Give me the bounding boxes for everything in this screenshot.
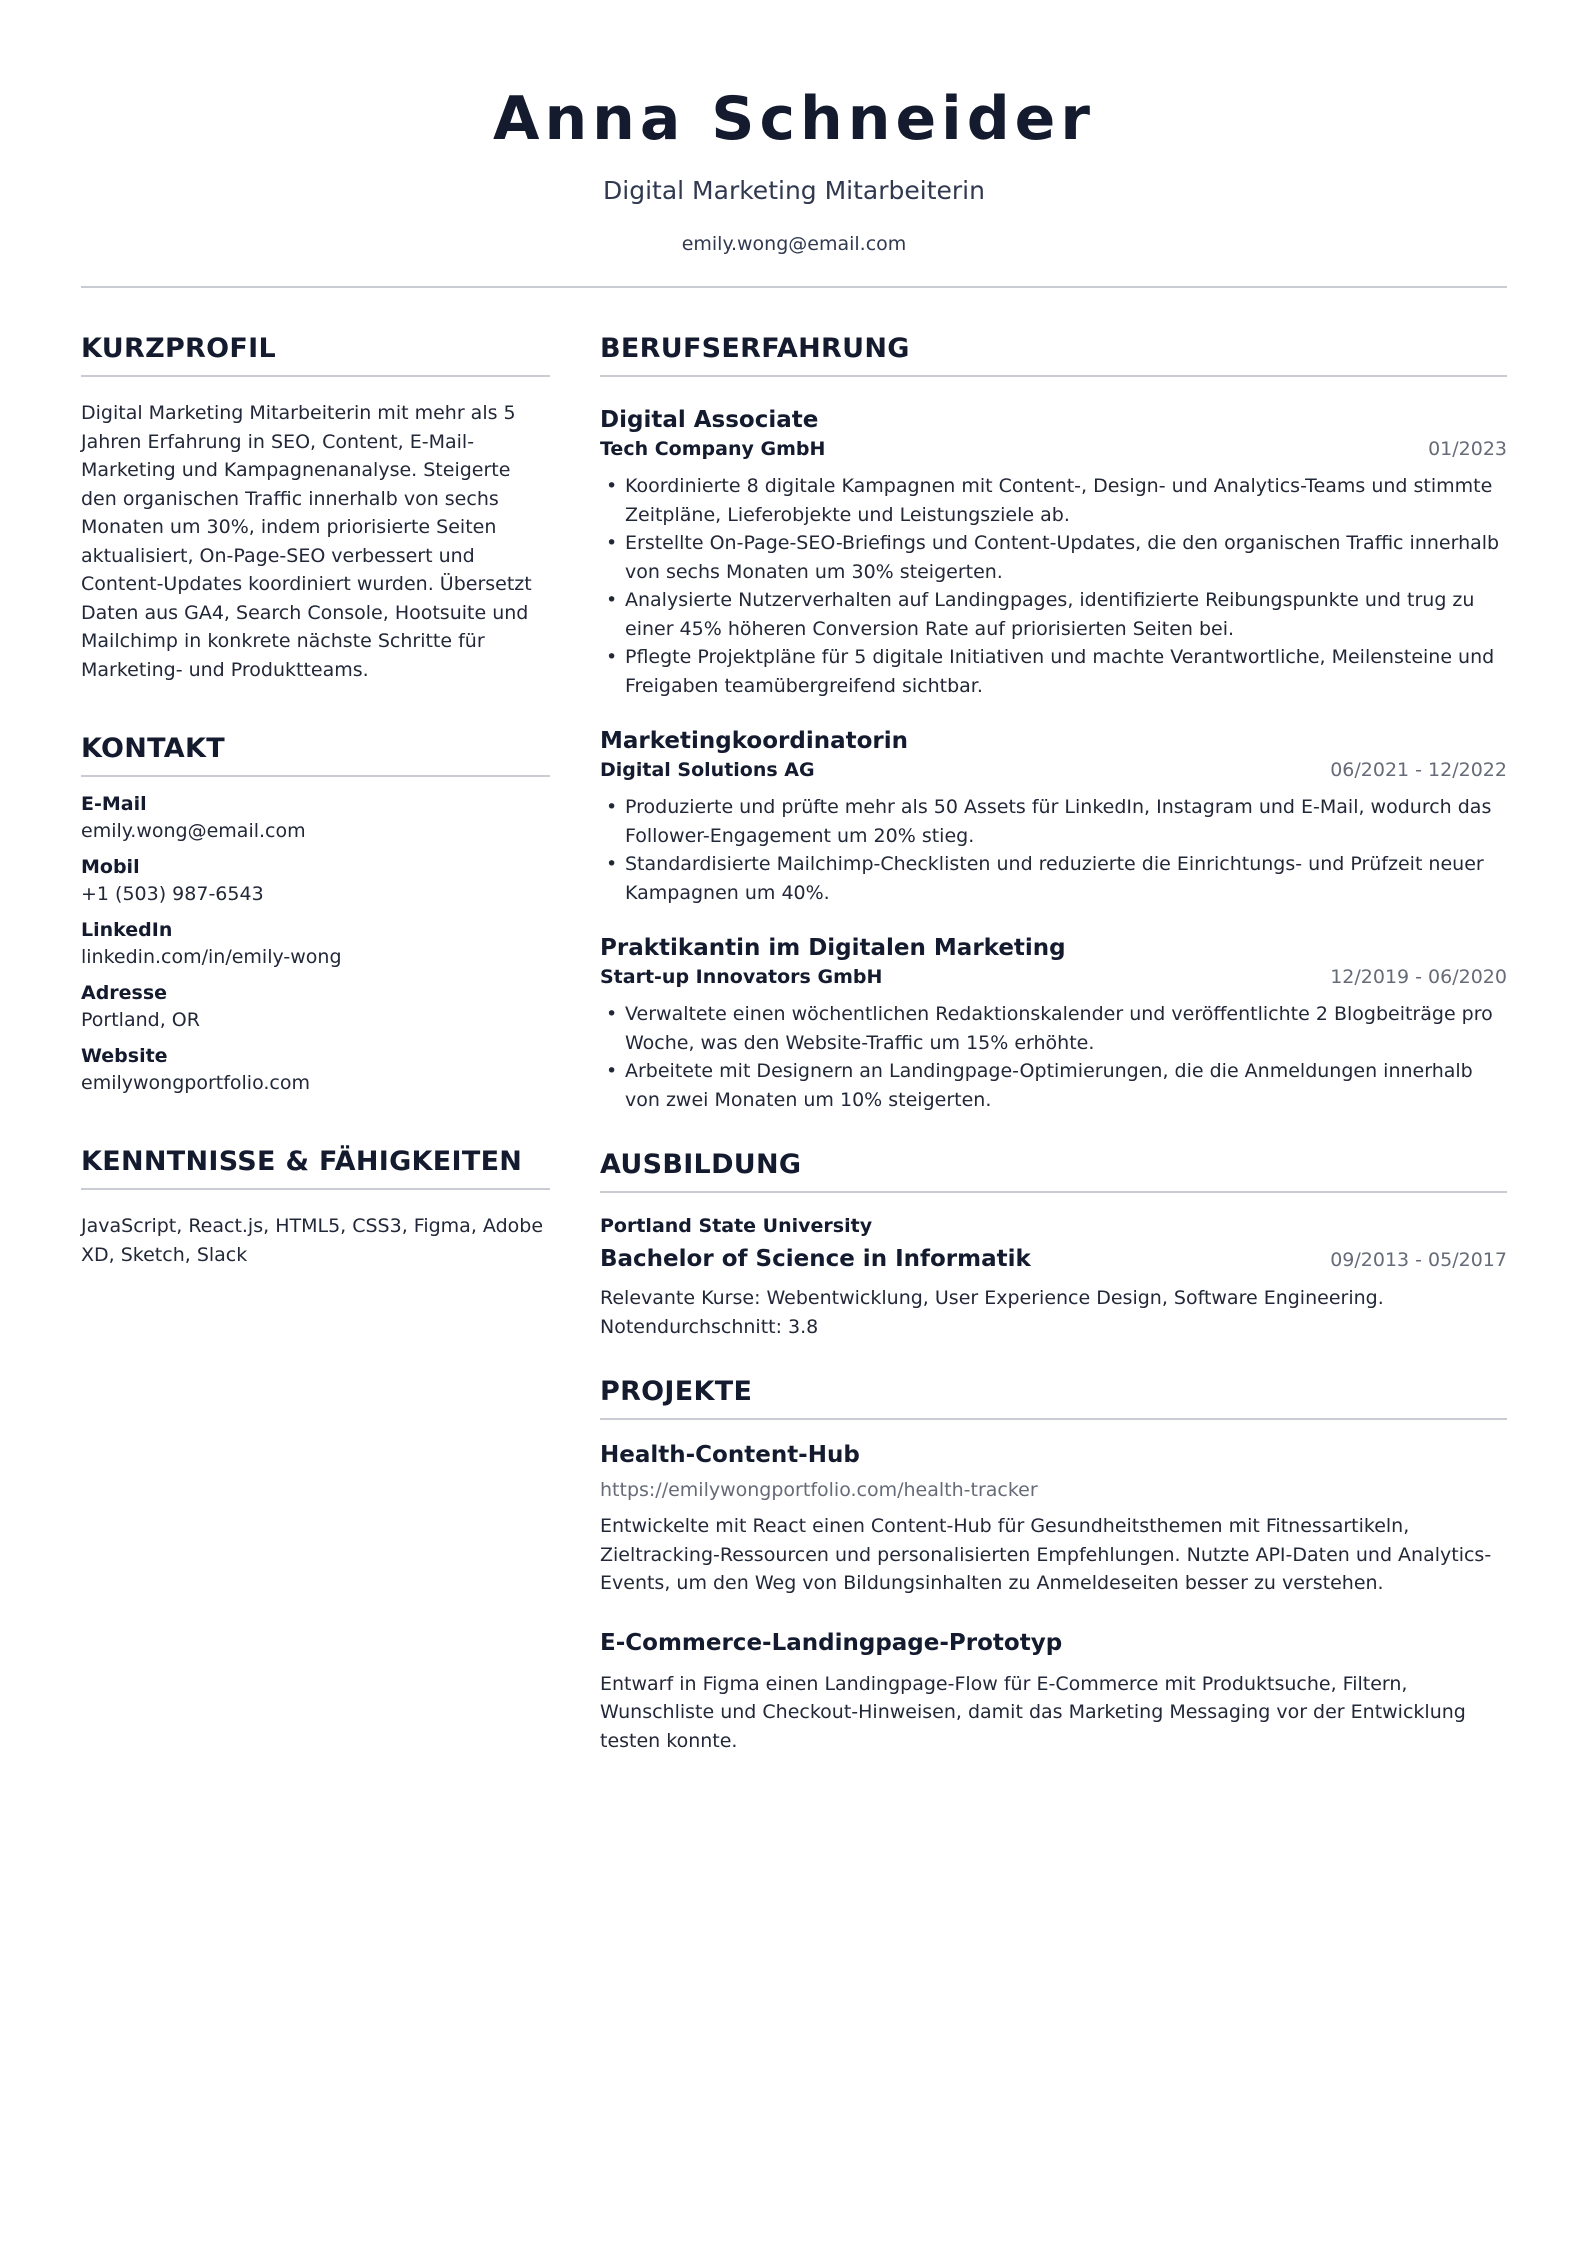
contact-section	[81, 732, 550, 1097]
job-meta	[600, 757, 1507, 783]
job-bullet: • Analysierte Nutzerverhalten auf Landingpages, identifizierte Reibungspunkte und trug zu einer 45% höheren Conversion Rate auf priorisierten Seiten bei.	[600, 586, 1507, 643]
job-company: Tech Company GmbH	[600, 438, 826, 460]
right-column	[600, 332, 1507, 1789]
job-company: Start-up Innovators GmbH	[600, 966, 883, 988]
job-title: Marketingkoordinatorin	[600, 728, 909, 754]
projects-section	[600, 1375, 1507, 1755]
header-divider	[81, 286, 1507, 288]
skills-text: JavaScript, React.js, HTML5, CSS3, Figma, Adobe XD, Sketch, Slack	[81, 1215, 544, 1266]
education-degree: Bachelor of Science in Informatik	[600, 1246, 1031, 1272]
contact-item-mobile	[81, 854, 550, 908]
education-date: 09/2013 - 05/2017	[1330, 1249, 1507, 1271]
job-date: 01/2023	[1428, 438, 1507, 460]
job-title: Praktikantin im Digitalen Marketing	[600, 935, 1066, 961]
job-bullet: • Erstellte On-Page-SEO-Briefings und Content-Updates, die den organischen Traffic innerhalb von sechs Monaten um 30% steigerten.	[600, 529, 1507, 586]
project-entry	[600, 1628, 1507, 1756]
contact-item-email	[81, 791, 550, 845]
experience-heading: BERUFSERFAHRUNG	[600, 332, 1507, 377]
contact-label: E-Mail	[81, 793, 147, 815]
left-column	[81, 332, 550, 1789]
project-description: Entwickelte mit React einen Content-Hub für Gesundheitsthemen mit Fitnessartikeln, Zieltracking-Ressourcen und personalisierten Empfehlungen. Nutzte API-Daten und Analytics-Events, um den Weg von Bildungsinhalten zu Anmeldeseiten besser zu verstehen.	[600, 1515, 1492, 1594]
contact-heading: KONTAKT	[81, 732, 550, 777]
job-entry	[600, 726, 1507, 907]
contact-item-linkedin	[81, 917, 550, 971]
job-entry	[600, 933, 1507, 1114]
projects-heading: PROJEKTE	[600, 1375, 1507, 1420]
job-bullets	[600, 793, 1507, 907]
skills-heading: KENNTNISSE & FÄHIGKEITEN	[81, 1145, 550, 1190]
job-company: Digital Solutions AG	[600, 759, 815, 781]
project-title: Health-Content-Hub	[600, 1442, 860, 1468]
job-bullet: • Arbeitete mit Designern an Landingpage-Optimierungen, die die Anmeldungen innerhalb von zwei Monaten um 10% steigerten.	[600, 1057, 1507, 1114]
summary-heading: KURZPROFIL	[81, 332, 550, 377]
job-bullet: • Produzierte und prüfte mehr als 50 Assets für LinkedIn, Instagram und E-Mail, wodurch das Follower-Engagement um 20% stieg.	[600, 793, 1507, 850]
project-entry	[600, 1440, 1507, 1598]
job-meta	[600, 964, 1507, 990]
education-details: Relevante Kurse: Webentwicklung, User Experience Design, Software Engineering. Notendurchschnitt: 3.8	[600, 1287, 1384, 1338]
candidate-title: Digital Marketing Mitarbeiterin	[603, 176, 985, 205]
summary-section	[81, 332, 550, 684]
candidate-name: Anna Schneider	[493, 84, 1095, 154]
resume-header	[81, 0, 1507, 256]
contact-label: LinkedIn	[81, 919, 173, 941]
contact-label: Adresse	[81, 982, 168, 1004]
job-meta	[600, 436, 1507, 462]
contact-value: +1 (503) 987-6543	[81, 883, 264, 905]
contact-item-address	[81, 980, 550, 1034]
contact-value: emilywongportfolio.com	[81, 1072, 310, 1094]
project-description: Entwarf in Figma einen Landingpage-Flow für E-Commerce mit Produktsuche, Filtern, Wunschliste und Checkout-Hinweisen, damit das Marketing Messaging vor der Entwicklung testen konnte.	[600, 1672, 1466, 1752]
project-link[interactable]: https://emilywongportfolio.com/health-tracker	[600, 1479, 1038, 1501]
job-bullet: • Standardisierte Mailchimp-Checklisten und reduzierte die Einrichtungs- und Prüfzeit neuer Kampagnen um 40%.	[600, 850, 1507, 907]
job-bullets	[600, 1000, 1507, 1114]
job-bullet: • Verwaltete einen wöchentlichen Redaktionskalender und veröffentlichte 2 Blogbeiträge pro Woche, was den Website-Traffic um 15% erhöhte.	[600, 1000, 1507, 1057]
job-bullet: • Pflegte Projektpläne für 5 digitale Initiativen und machte Verantwortliche, Meilensteine und Freigaben teamübergreifend sichtbar.	[600, 643, 1507, 700]
contact-value: linkedin.com/in/emily-wong	[81, 946, 342, 968]
contact-label: Website	[81, 1045, 168, 1067]
job-list	[600, 405, 1507, 1114]
education-section	[600, 1148, 1507, 1341]
education-row	[600, 1244, 1507, 1274]
education-heading: AUSBILDUNG	[600, 1148, 1507, 1193]
contact-label: Mobil	[81, 856, 140, 878]
education-school: Portland State University	[600, 1215, 873, 1237]
project-title: E-Commerce-Landingpage-Prototyp	[600, 1629, 1063, 1656]
job-date: 06/2021 - 12/2022	[1330, 759, 1507, 781]
job-date: 12/2019 - 06/2020	[1330, 966, 1507, 988]
job-title: Digital Associate	[600, 407, 819, 433]
job-entry	[600, 405, 1507, 700]
header-email: emily.wong@email.com	[681, 233, 907, 255]
job-bullets	[600, 472, 1507, 700]
contact-value: emily.wong@email.com	[81, 820, 306, 842]
experience-section	[600, 332, 1507, 1114]
resume-columns	[81, 332, 1507, 1789]
contact-list	[81, 791, 550, 1097]
contact-item-website	[81, 1043, 550, 1097]
job-bullet: • Koordinierte 8 digitale Kampagnen mit Content-, Design- und Analytics-Teams und stimmte Zeitpläne, Lieferobjekte und Leistungsziele ab.	[600, 472, 1507, 529]
summary-text: Digital Marketing Mitarbeiterin mit mehr als 5 Jahren Erfahrung in SEO, Content, E-Mail-Marketing und Kampagnenanalyse. Steigerte den organischen Traffic innerhalb von sechs Monaten um 30%, indem priorisierte Seiten aktualisiert, On-Page-SEO verbessert und Content-Updates koordiniert wurden. Übersetzt Daten aus GA4, Search Console, Hootsuite und Mailchimp in konkrete nächste Schritte für Marketing- und Produktteams.	[81, 402, 532, 681]
contact-value: Portland, OR	[81, 1009, 200, 1031]
skills-section	[81, 1145, 550, 1269]
